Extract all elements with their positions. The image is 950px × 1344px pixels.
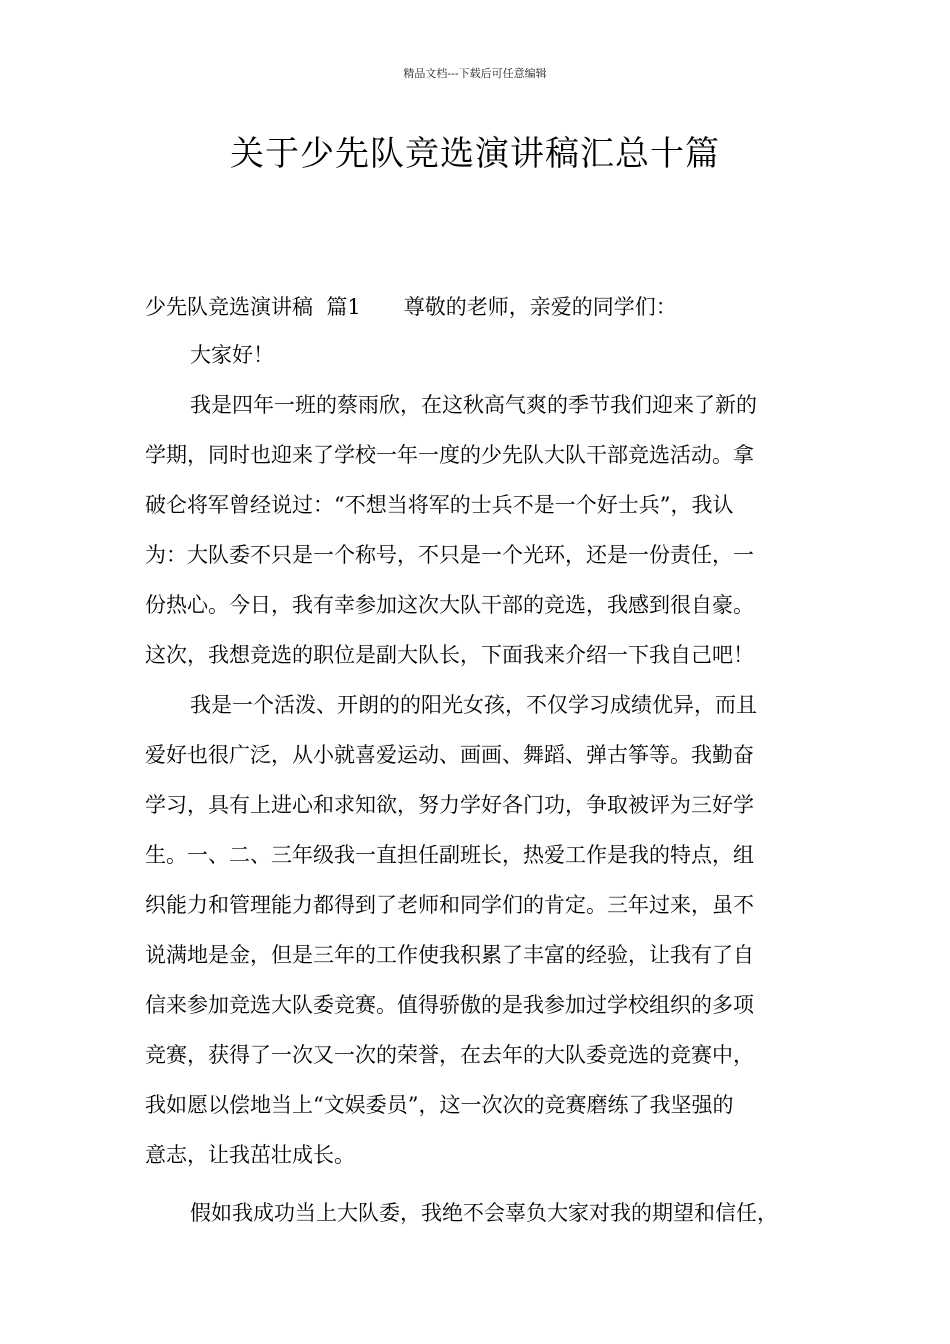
paragraph-line: 大家好！ bbox=[190, 343, 274, 367]
paragraph-line: 信来参加竞选大队委竞赛。值得骄傲的是我参加过学校组织的多项 bbox=[145, 993, 754, 1017]
paragraph-line: 学习，具有上进心和求知欲，努力学好各门功，争取被评为三好学 bbox=[145, 793, 754, 817]
paragraph-line: 意志，让我茁壮成长。 bbox=[145, 1143, 355, 1167]
paragraph-line: 说满地是金，但是三年的工作使我积累了丰富的经验，让我有了自 bbox=[145, 943, 754, 967]
salutation: 尊敬的老师，亲爱的同学们： bbox=[403, 295, 677, 319]
speech-heading: 少先队竞选演讲稿 篇1 bbox=[145, 295, 361, 319]
paragraph-line: 织能力和管理能力都得到了老师和同学们的肯定。三年过来，虽不 bbox=[145, 893, 754, 917]
first-line bbox=[145, 282, 825, 332]
paragraph-line: 份热心。今日，我有幸参加这次大队干部的竞选，我感到很自豪。 bbox=[145, 593, 754, 617]
paragraph-line: 这次，我想竞选的职位是副大队长，下面我来介绍一下我自己吧！ bbox=[145, 643, 754, 667]
paragraph-line: 我如愿以偿地当上“文娱委员”，这一次次的竞赛磨练了我坚强的 bbox=[145, 1093, 734, 1117]
body-text bbox=[145, 282, 825, 1238]
paragraph-line: 生。一、二、三年级我一直担任副班长，热爱工作是我的特点，组 bbox=[145, 843, 754, 867]
document-title: 关于少先队竞选演讲稿汇总十篇 bbox=[230, 134, 720, 174]
paragraph-line: 为：大队委不只是一个称号，不只是一个光环，还是一份责任，一 bbox=[145, 543, 754, 567]
paragraph-line: 破仑将军曾经说过：“不想当将军的士兵不是一个好士兵”，我认 bbox=[145, 493, 734, 517]
paragraph-line: 我是四年一班的蔡雨欣，在这秋高气爽的季节我们迎来了新的 bbox=[190, 393, 757, 417]
paragraph-line: 我是一个活泼、开朗的的阳光女孩，不仅学习成绩优异，而且 bbox=[190, 693, 757, 717]
header-note: 精品文档---下载后可任意编辑 bbox=[403, 67, 547, 80]
paragraph-line: 假如我成功当上大队委，我绝不会辜负大家对我的期望和信任， bbox=[190, 1201, 778, 1225]
paragraph-line: 爱好也很广泛，从小就喜爱运动、画画、舞蹈、弹古筝等。我勤奋 bbox=[145, 743, 754, 767]
paragraph-line: 竞赛，获得了一次又一次的荣誉，在去年的大队委竞选的竞赛中， bbox=[145, 1043, 754, 1067]
paragraph-line: 学期，同时也迎来了学校一年一度的少先队大队干部竞选活动。拿 bbox=[145, 443, 754, 467]
